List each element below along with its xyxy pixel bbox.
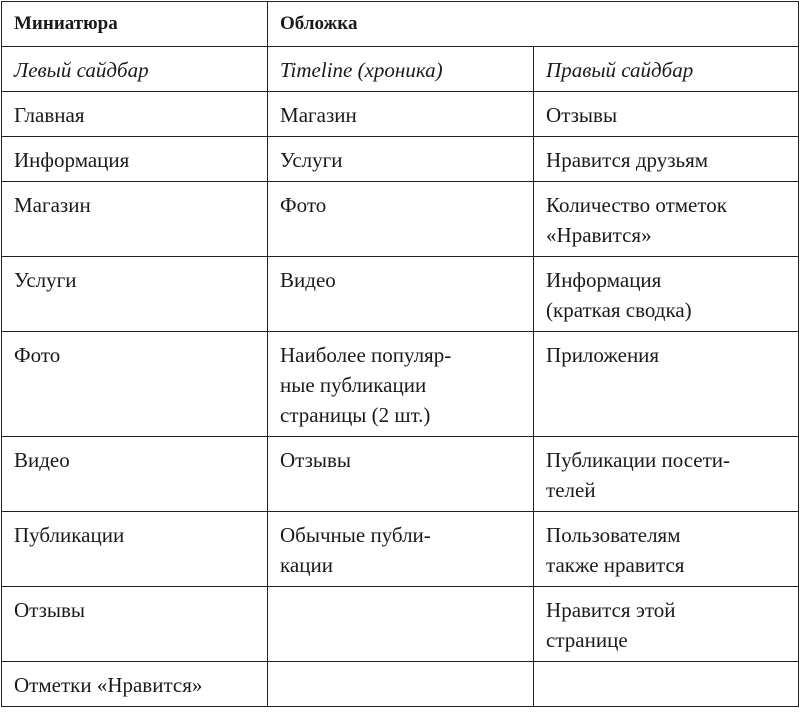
table-cell: Отзывы: [268, 437, 534, 512]
table-cell: Количество отметок «Нравится»: [534, 182, 799, 257]
table-cell: Информация (краткая сводка): [534, 257, 799, 332]
table-cell: Отзывы: [534, 92, 799, 137]
layout-table: [1, 1, 799, 707]
subheader-right-sidebar: Правый сайдбар: [534, 47, 799, 92]
table-cell: Отметки «Нравится»: [2, 662, 268, 707]
table-row: [2, 182, 799, 257]
table-cell: Пользователям также нравится: [534, 512, 799, 587]
table-cell: [268, 662, 534, 707]
table-cell: Фото: [268, 182, 534, 257]
header-cover: Обложка: [268, 2, 799, 47]
table-row: [2, 137, 799, 182]
table-cell: Видео: [268, 257, 534, 332]
header-row: [2, 2, 799, 47]
table-cell: Отзывы: [2, 587, 268, 662]
table-cell: Фото: [2, 332, 268, 437]
table-row: [2, 587, 799, 662]
table-cell: [534, 662, 799, 707]
table-cell: [268, 587, 534, 662]
table-row: [2, 662, 799, 707]
table-row: [2, 437, 799, 512]
table-cell: Приложения: [534, 332, 799, 437]
table-row: [2, 512, 799, 587]
table-cell: Магазин: [2, 182, 268, 257]
table-cell: Магазин: [268, 92, 534, 137]
table-cell: Услуги: [268, 137, 534, 182]
table-cell: Нравится этой странице: [534, 587, 799, 662]
subheader-row: [2, 47, 799, 92]
table-cell: Услуги: [2, 257, 268, 332]
header-thumbnail: Миниатюра: [2, 2, 268, 47]
table-row: [2, 332, 799, 437]
subheader-left-sidebar: Левый сайдбар: [2, 47, 268, 92]
table-row: [2, 257, 799, 332]
table-cell: Публикации: [2, 512, 268, 587]
table-cell: Обычные публи- кации: [268, 512, 534, 587]
table-cell: Информация: [2, 137, 268, 182]
table-cell: Главная: [2, 92, 268, 137]
table-cell: Видео: [2, 437, 268, 512]
table-cell: Нравится друзьям: [534, 137, 799, 182]
table-cell: Публикации посети- телей: [534, 437, 799, 512]
table-cell: Наиболее популяр- ные публикации страницы (2 шт.): [268, 332, 534, 437]
subheader-timeline: Timeline (хроника): [268, 47, 534, 92]
table-row: [2, 92, 799, 137]
